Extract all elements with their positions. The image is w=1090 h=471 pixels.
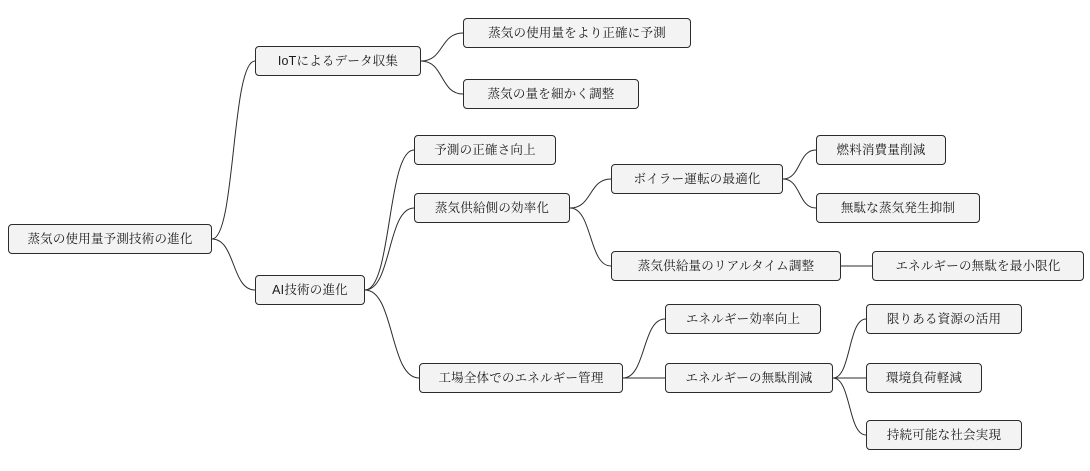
- mindmap-node: 環境負荷軽減: [866, 363, 982, 393]
- mindmap-node: 予測の正確さ向上: [414, 135, 556, 165]
- mindmap-edge: [212, 239, 255, 290]
- mindmap-node: エネルギーの無駄を最小限化: [872, 251, 1084, 281]
- mindmap-node: エネルギー効率向上: [665, 304, 821, 334]
- mindmap-edge: [783, 179, 816, 208]
- mindmap-node: 蒸気供給量のリアルタイム調整: [611, 251, 841, 281]
- mindmap-node: 燃料消費量削減: [816, 135, 946, 165]
- mindmap-node: 蒸気供給側の効率化: [414, 193, 570, 223]
- mindmap-node: AI技術の進化: [255, 275, 365, 305]
- mindmap-edge: [570, 179, 611, 208]
- mindmap-node: IoTによるデータ収集: [255, 46, 421, 76]
- mindmap-node: 限りある資源の活用: [866, 304, 1022, 334]
- mindmap-edge: [570, 208, 611, 266]
- mindmap-node: 無駄な蒸気発生抑制: [816, 193, 980, 223]
- mindmap-edge: [365, 290, 419, 378]
- mindmap-edge: [365, 150, 414, 290]
- mindmap-edge: [833, 378, 866, 435]
- mindmap-node: 蒸気の使用量をより正確に予測: [463, 18, 691, 48]
- mindmap-edge: [421, 61, 463, 94]
- mindmap-node: 持続可能な社会実現: [866, 420, 1022, 450]
- mindmap-edge: [623, 319, 665, 378]
- mindmap-node: 工場全体でのエネルギー管理: [419, 363, 623, 393]
- mindmap-root-node: 蒸気の使用量予測技術の進化: [8, 224, 212, 254]
- mindmap-node: 蒸気の量を細かく調整: [463, 79, 639, 109]
- mindmap-edge: [833, 319, 866, 378]
- mindmap-edge: [783, 150, 816, 179]
- mindmap-edge: [421, 33, 463, 61]
- mindmap-node: ボイラー運転の最適化: [611, 164, 783, 194]
- mindmap-edge: [212, 61, 255, 239]
- mindmap-node: エネルギーの無駄削減: [665, 363, 833, 393]
